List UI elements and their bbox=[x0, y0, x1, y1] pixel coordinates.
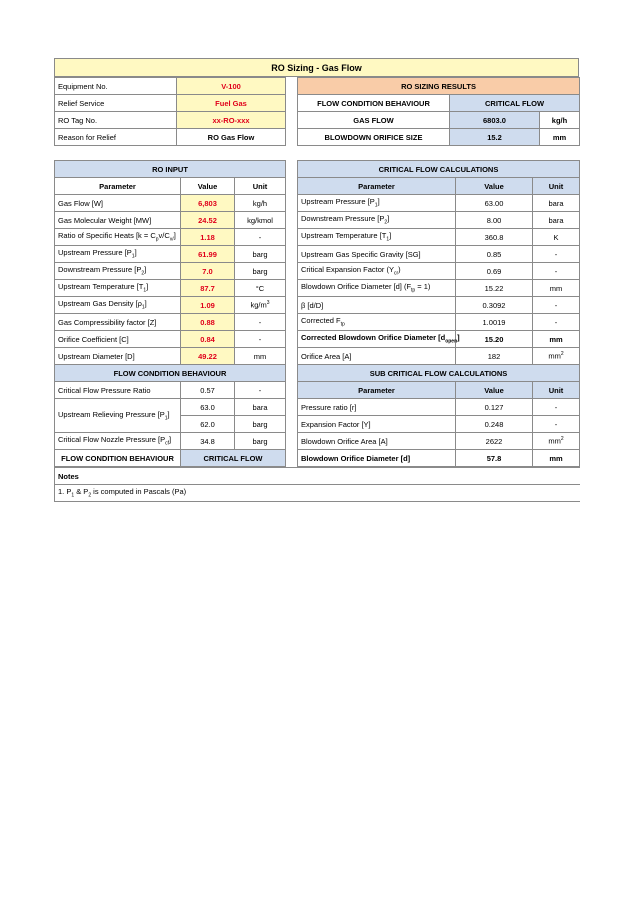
ro-input-header-row bbox=[55, 178, 286, 195]
nozzle-label: Critical Flow Nozzle Pressure $[P_{cf}]$ bbox=[55, 433, 181, 450]
calc-unit: mm bbox=[533, 280, 580, 297]
results-title-row bbox=[298, 78, 580, 95]
input-row-mw bbox=[55, 212, 286, 229]
calc-unit: - bbox=[533, 246, 580, 263]
calc-value: 0.69 bbox=[456, 263, 533, 280]
sub-label: Pressure ratio [r] bbox=[298, 399, 456, 416]
ro-input-title: RO INPUT bbox=[55, 161, 286, 178]
col-unit: Unit bbox=[235, 178, 286, 195]
sizing-results-table bbox=[297, 77, 580, 146]
input-label: Gas Molecular Weight [MW] bbox=[55, 212, 181, 229]
service-value[interactable]: Fuel Gas bbox=[177, 95, 286, 112]
input-row-d bbox=[55, 348, 286, 365]
sub-unit: $mm^2$ bbox=[533, 433, 580, 450]
input-unit: barg bbox=[235, 246, 286, 263]
col-value: Value bbox=[456, 178, 533, 195]
calc-label: Upstream Gas Specific Gravity [SG] bbox=[298, 246, 456, 263]
service-row bbox=[55, 95, 286, 112]
input-value[interactable]: 24.52 bbox=[181, 212, 235, 229]
nozzle-unit: barg bbox=[235, 433, 286, 450]
tag-row bbox=[55, 112, 286, 129]
results-gas-label: GAS FLOW bbox=[298, 112, 450, 129]
sub-value: 2622 bbox=[456, 433, 533, 450]
critical-flow-table bbox=[297, 160, 580, 467]
calc-row-sg bbox=[298, 246, 580, 263]
service-label: Relief Service bbox=[55, 95, 177, 112]
reason-label: Reason for Relief bbox=[55, 129, 177, 146]
input-value[interactable]: 1.18 bbox=[181, 229, 235, 246]
sub-unit: - bbox=[533, 416, 580, 433]
calc-unit: mm bbox=[533, 331, 580, 348]
input-row-k bbox=[55, 229, 286, 246]
calc-label: Corrected $F_{tp}$ bbox=[298, 314, 456, 331]
equipment-label: Equipment No. bbox=[55, 78, 177, 95]
calc-label: Upstream Temperature $[T_1]$ bbox=[298, 229, 456, 246]
tag-value[interactable]: xx-RO-xxx bbox=[177, 112, 286, 129]
sub-value: 0.127 bbox=[456, 399, 533, 416]
calc-unit: - bbox=[533, 314, 580, 331]
calc-row-orifice-d bbox=[298, 280, 580, 297]
relieving-row-1 bbox=[55, 399, 286, 416]
notes-line-row bbox=[55, 485, 580, 502]
sub-label: Blowdown Orifice Area [A] bbox=[298, 433, 456, 450]
input-value[interactable]: 1.09 bbox=[181, 297, 235, 314]
calc-unit: bara bbox=[533, 195, 580, 212]
sub-unit: - bbox=[533, 399, 580, 416]
calc-label: Downstream Pressure $[P_2]$ bbox=[298, 212, 456, 229]
sub-value: 57.8 bbox=[456, 450, 533, 467]
input-label: Upstream Diameter [D] bbox=[55, 348, 181, 365]
calc-value: 0.3092 bbox=[456, 297, 533, 314]
results-size-row bbox=[298, 129, 580, 146]
calc-value: 360.8 bbox=[456, 229, 533, 246]
results-size-value: 15.2 bbox=[450, 129, 540, 146]
col-unit: Unit bbox=[533, 382, 580, 399]
sub-value: 0.248 bbox=[456, 416, 533, 433]
calc-value: 1.0019 bbox=[456, 314, 533, 331]
subcritical-title-row bbox=[298, 365, 580, 382]
calc-row-p2 bbox=[298, 212, 580, 229]
results-flow-row bbox=[298, 95, 580, 112]
input-label: Upstream Gas Density $[\rho_1]$ bbox=[55, 297, 181, 314]
sheet-title: RO Sizing - Gas Flow bbox=[54, 58, 579, 77]
calc-row-t1 bbox=[298, 229, 580, 246]
input-unit: kg/h bbox=[235, 195, 286, 212]
calc-label: Corrected Blowdown Orifice Diameter $[d_{open}]$ bbox=[298, 331, 456, 348]
results-flow-label: FLOW CONDITION BEHAVIOUR bbox=[298, 95, 450, 112]
col-parameter: Parameter bbox=[298, 382, 456, 399]
input-value[interactable]: 0.84 bbox=[181, 331, 235, 348]
calc-row-p1 bbox=[298, 195, 580, 212]
nozzle-value: 34.8 bbox=[181, 433, 235, 450]
col-parameter: Parameter bbox=[298, 178, 456, 195]
input-row-c bbox=[55, 331, 286, 348]
input-label: Gas Compressibility factor [Z] bbox=[55, 314, 181, 331]
input-value[interactable]: 87.7 bbox=[181, 280, 235, 297]
relieving-value-barg: 62.0 bbox=[181, 416, 235, 433]
input-unit: - bbox=[235, 314, 286, 331]
input-unit: kg/kmol bbox=[235, 212, 286, 229]
input-label: Ratio of Specific Heats $[k = C_pv/C_{v/}]$ bbox=[55, 229, 181, 246]
results-size-unit: mm bbox=[540, 129, 580, 146]
critical-title: CRITICAL FLOW CALCULATIONS bbox=[298, 161, 580, 178]
calc-row-ycr bbox=[298, 263, 580, 280]
calc-value: 0.85 bbox=[456, 246, 533, 263]
calc-label: Upstream Pressure $[P_1]$ bbox=[298, 195, 456, 212]
results-gas-row bbox=[298, 112, 580, 129]
behaviour-value: CRITICAL FLOW bbox=[181, 450, 286, 467]
input-row-z bbox=[55, 314, 286, 331]
calc-value: 15.20 bbox=[456, 331, 533, 348]
calc-unit: bara bbox=[533, 212, 580, 229]
col-value: Value bbox=[181, 178, 235, 195]
calc-value: 8.00 bbox=[456, 212, 533, 229]
input-value[interactable]: 61.99 bbox=[181, 246, 235, 263]
ro-input-title-row bbox=[55, 161, 286, 178]
results-title: RO SIZING RESULTS bbox=[298, 78, 580, 95]
relieving-unit-bara: bara bbox=[235, 399, 286, 416]
calc-row-beta bbox=[298, 297, 580, 314]
sub-label: Expansion Factor [Y] bbox=[298, 416, 456, 433]
crit-ratio-unit: - bbox=[235, 382, 286, 399]
sub-row-ratio bbox=[298, 399, 580, 416]
calc-unit: - bbox=[533, 297, 580, 314]
notes-line-1: 1. $P_1$ & $P_2$ is computed in Pascals (Pa) bbox=[55, 485, 580, 502]
input-value[interactable]: 0.88 bbox=[181, 314, 235, 331]
input-label: Gas Flow [W] bbox=[55, 195, 181, 212]
calc-value: 15.22 bbox=[456, 280, 533, 297]
calc-unit: K bbox=[533, 229, 580, 246]
results-gas-value: 6803.0 bbox=[450, 112, 540, 129]
results-size-label: BLOWDOWN ORIFICE SIZE bbox=[298, 129, 450, 146]
col-value: Value bbox=[456, 382, 533, 399]
equipment-row bbox=[55, 78, 286, 95]
calc-value: 63.00 bbox=[456, 195, 533, 212]
calc-unit: - bbox=[533, 263, 580, 280]
input-row-p2 bbox=[55, 263, 286, 280]
reason-value[interactable]: RO Gas Flow bbox=[177, 129, 286, 146]
notes-title: Notes bbox=[55, 468, 580, 485]
calc-label: Critical Expansion Factor $(Y_{cr})$ bbox=[298, 263, 456, 280]
relieving-unit-barg: barg bbox=[235, 416, 286, 433]
ro-input-table bbox=[54, 160, 286, 467]
calc-label: β [d/D] bbox=[298, 297, 456, 314]
nozzle-row bbox=[55, 433, 286, 450]
input-label: Upstream Pressure $[P_1]$ bbox=[55, 246, 181, 263]
subcritical-title: SUB CRITICAL FLOW CALCULATIONS bbox=[298, 365, 580, 382]
flow-condition-title: FLOW CONDITION BEHAVIOUR bbox=[55, 365, 286, 382]
calc-label: Blowdown Orifice Diameter [d] $(F_{tp} = 1)$ bbox=[298, 280, 456, 297]
input-unit: mm bbox=[235, 348, 286, 365]
calc-row-ftp bbox=[298, 314, 580, 331]
sub-row-area bbox=[298, 433, 580, 450]
input-value[interactable]: 7.0 bbox=[181, 263, 235, 280]
input-unit: - bbox=[235, 331, 286, 348]
subcritical-header-row bbox=[298, 382, 580, 399]
input-value[interactable]: 49.22 bbox=[181, 348, 235, 365]
calc-unit: $mm^2$ bbox=[533, 348, 580, 365]
flow-condition-title-row bbox=[55, 365, 286, 382]
relieving-value-bara: 63.0 bbox=[181, 399, 235, 416]
crit-ratio-row bbox=[55, 382, 286, 399]
notes-table bbox=[54, 467, 580, 502]
crit-ratio-value: 0.57 bbox=[181, 382, 235, 399]
results-flow-value: CRITICAL FLOW bbox=[450, 95, 580, 112]
input-row-gas-flow bbox=[55, 195, 286, 212]
calc-value: 182 bbox=[456, 348, 533, 365]
input-label: Orifice Coefficient [C] bbox=[55, 331, 181, 348]
sub-row-expansion bbox=[298, 416, 580, 433]
input-unit: $kg/m^3$ bbox=[235, 297, 286, 314]
input-value[interactable]: 6,803 bbox=[181, 195, 235, 212]
input-unit: - bbox=[235, 229, 286, 246]
relieving-label: Upstream Relieving Pressure $[P_1]$ bbox=[55, 399, 181, 433]
sub-unit: mm bbox=[533, 450, 580, 467]
notes-title-row bbox=[55, 468, 580, 485]
equipment-value[interactable]: V-100 bbox=[177, 78, 286, 95]
behaviour-label: FLOW CONDITION BEHAVIOUR bbox=[55, 450, 181, 467]
sub-label: Blowdown Orifice Diameter [d] bbox=[298, 450, 456, 467]
tag-label: RO Tag No. bbox=[55, 112, 177, 129]
col-parameter: Parameter bbox=[55, 178, 181, 195]
calc-row-area bbox=[298, 348, 580, 365]
crit-ratio-label: Critical Flow Pressure Ratio bbox=[55, 382, 181, 399]
col-unit: Unit bbox=[533, 178, 580, 195]
input-row-t1 bbox=[55, 280, 286, 297]
calc-row-corrected-d bbox=[298, 331, 580, 348]
critical-title-row bbox=[298, 161, 580, 178]
results-gas-unit: kg/h bbox=[540, 112, 580, 129]
calc-label: Orifice Area [A] bbox=[298, 348, 456, 365]
input-unit: barg bbox=[235, 263, 286, 280]
sub-row-diameter bbox=[298, 450, 580, 467]
behaviour-row bbox=[55, 450, 286, 467]
equipment-info-table bbox=[54, 77, 286, 146]
input-row-p1 bbox=[55, 246, 286, 263]
input-label: Upstream Temperature $[T_1]$ bbox=[55, 280, 181, 297]
critical-header-row bbox=[298, 178, 580, 195]
input-row-density bbox=[55, 297, 286, 314]
input-label: Downstream Pressure $[P_2]$ bbox=[55, 263, 181, 280]
input-unit: °C bbox=[235, 280, 286, 297]
reason-row bbox=[55, 129, 286, 146]
